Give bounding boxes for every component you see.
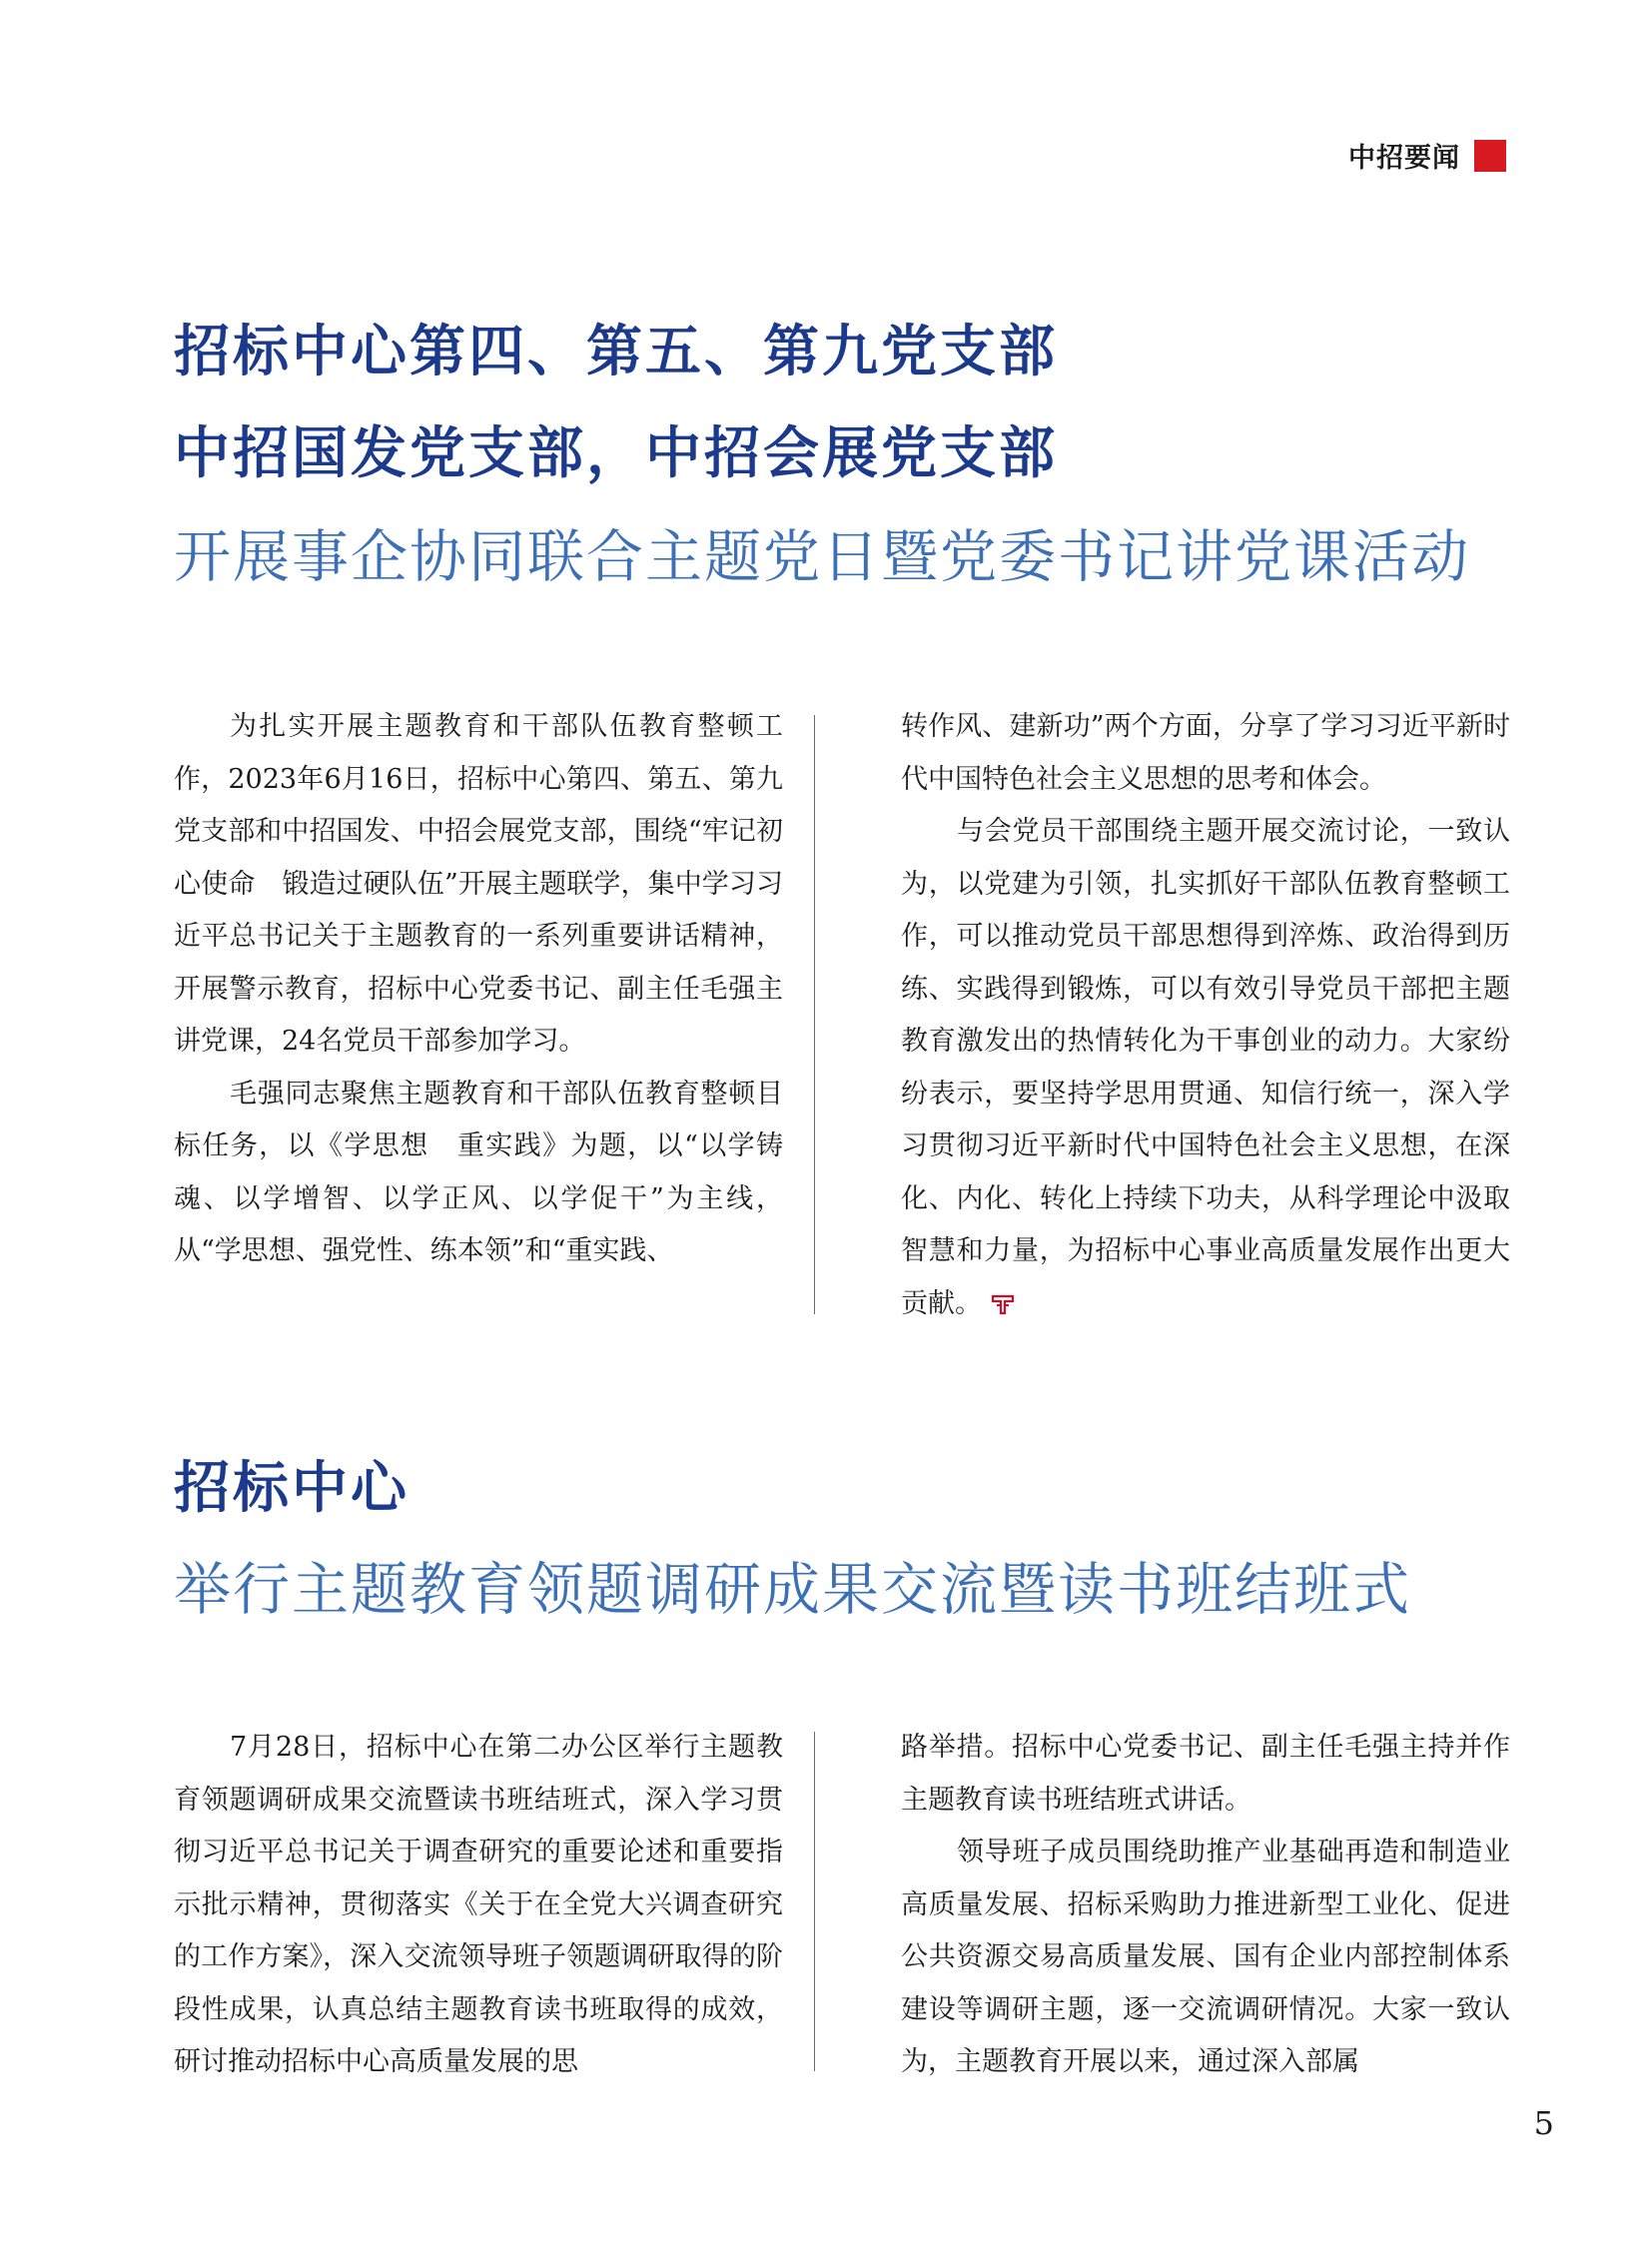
article2-paragraph: 7月28日，招标中心在第二办公区举行主题教育领题调研成果交流暨读书班结班式，深入学习贯彻习近平总书记关于调查研究的重要论述和重要指示批示精神，贯彻落实《关于在全党大兴调查研究的工作方案》，深入交流领导班子领题调研取得的阶段性成果，认真总结主题教育读书班取得的成效，研讨推动招标中心高质量发展的思	[174, 1732, 783, 2077]
article1-paragraph: 转作风、建新功”两个方面，分享了学习习近平新时代中国特色社会主义思想的思考和体会。	[901, 711, 1510, 795]
page-number: 5	[1533, 2104, 1554, 2142]
article1-title-line1: 招标中心第四、第五、第九党支部	[174, 320, 1058, 384]
article2-right-column	[901, 1722, 1510, 2089]
article2-title: 招标中心	[174, 1456, 410, 1521]
article2-paragraph: 路举措。招标中心党委书记、副主任毛强主持并作主题教育读书班结班式讲话。	[901, 1732, 1510, 1816]
article1-left-column	[174, 701, 783, 1278]
article1-paragraph: 为扎实开展主题教育和干部队伍教育整顿工作，2023年6月16日，招标中心第四、第五、第九党支部和中招国发、中招会展党支部，围绕“牢记初心使命 锻造过硬队伍”开展主题联学，集中学习习近平总书记关于主题教育的一系列重要讲话精神，开展警示教育，招标中心党委书记、副主任毛强主讲党课，24名党员干部参加学习。	[174, 711, 783, 1057]
article1-subtitle: 开展事企协同联合主题党日暨党委书记讲党课活动	[174, 524, 1470, 590]
column-divider	[814, 1732, 815, 2071]
article2-left-column	[174, 1722, 783, 2089]
article1-paragraph: 毛强同志聚焦主题教育和干部队伍教育整顿目标任务，以《学思想 重实践》为题，以“以学铸魂、以学增智、以学正风、以学促干”为主线，从“学思想、强党性、练本领”和“重实践、	[174, 1078, 783, 1266]
article1-right-column	[901, 701, 1510, 1330]
article1-paragraph	[901, 806, 1510, 1330]
section-tag	[1348, 136, 1506, 175]
article1-title-line2: 中招国发党支部，中招会展党支部	[174, 421, 1058, 486]
article2-subtitle: 举行主题教育领题调研成果交流暨读书班结班式	[174, 1557, 1411, 1623]
end-mark-icon	[990, 1291, 1016, 1317]
article1-paragraph-text: 与会党员干部围绕主题开展交流讨论，一致认为，以党建为引领，扎实抓好干部队伍教育整顿工作，可以推动党员干部思想得到淬炼、政治得到历练、实践得到锻炼，可以有效引导党员干部把主题教育激发出的热情转化为干事创业的动力。大家纷纷表示，要坚持学思用贯通、知信行统一，深入学习贯彻习近平新时代中国特色社会主义思想，在深化、内化、转化上持续下功夫，从科学理论中汲取智慧和力量，为招标中心事业高质量发展作出更大贡献。	[901, 816, 1510, 1319]
column-divider	[814, 715, 815, 1314]
section-tag-marker	[1474, 140, 1506, 172]
section-tag-label: 中招要闻	[1348, 143, 1460, 174]
article2-paragraph: 领导班子成员围绕助推产业基础再造和制造业高质量发展、招标采购助力推进新型工业化、促进公共资源交易高质量发展、国有企业内部控制体系建设等调研主题，逐一交流调研情况。大家一致认为，主题教育开展以来，通过深入部属	[901, 1837, 1510, 2077]
